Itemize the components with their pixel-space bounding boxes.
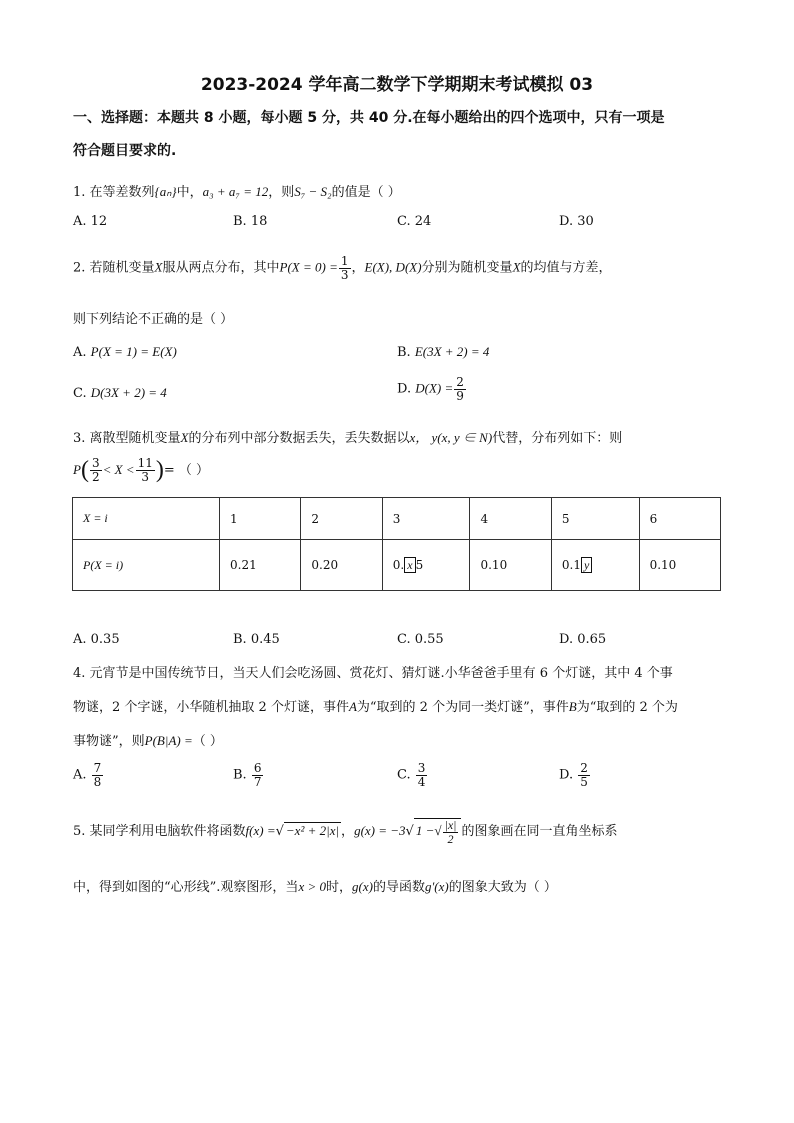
sqrt-radicand-g: 1 −√ $\frac{|x|}{2}$ <box>414 818 462 845</box>
question-3-line2: P( $\frac{3}{2}$ < X < $\frac{11}{3}$ )= （ ） <box>73 456 210 484</box>
table-cell-missing-y: 0.1 y <box>551 540 639 591</box>
q2-option-a[interactable]: A. P(X = 1) = E(X) <box>73 344 177 360</box>
table-header-cell: X = i <box>73 498 220 540</box>
question-5-line2: 中，得到如图的“心形线”.观察图形，当x > 0时，g(x)的导函数g′(x)的图象大致为（ ） <box>73 879 557 895</box>
q3-option-a[interactable]: A. 0.35 <box>73 632 120 647</box>
distribution-table <box>72 497 721 591</box>
question-4-line3: 事物谜”，则P(B|A) =（ ） <box>73 733 223 749</box>
q3-option-d[interactable]: D. 0.65 <box>559 632 607 647</box>
question-2-line2: 则下列结论不正确的是（ ） <box>73 312 234 327</box>
q4-option-d[interactable]: D. $\frac{2}{5}$ <box>559 761 588 789</box>
q2-option-d[interactable]: D. D(X) = $\frac{2}{9}$ <box>397 375 464 403</box>
table-row <box>73 540 721 591</box>
q1-option-c[interactable]: C. 24 <box>397 214 432 229</box>
q4-option-b[interactable]: B. $\frac{6}{7}$ <box>233 761 262 789</box>
q1-condition: a₃ + a₇ = 12 <box>202 184 269 199</box>
table-cell: 1 <box>220 498 301 540</box>
q4-option-a[interactable]: A. $\frac{7}{8}$ <box>73 761 102 789</box>
q3-option-c[interactable]: C. 0.55 <box>397 632 444 647</box>
table-header-cell: P(X = i) <box>73 540 220 591</box>
q2-option-c[interactable]: C. D(3X + 2) = 4 <box>73 385 167 401</box>
section-header-line1: 一、选择题：本题共 8 小题，每小题 5 分，共 40 分.在每小题给出的四个选项中，只有一项是 <box>73 110 665 126</box>
q4-option-c[interactable]: C. $\frac{3}{4}$ <box>397 761 426 789</box>
table-row <box>73 498 721 540</box>
table-cell-missing-x: 0. x 5 <box>382 540 470 591</box>
q3-option-b[interactable]: B. 0.45 <box>233 632 280 647</box>
question-3-line1: 3. 离散型随机变量X的分布列中部分数据丢失，丢失数据以x， y(x, y ∈ N)代替，分布列如下：则 <box>73 430 623 446</box>
missing-value-box: y <box>581 557 592 573</box>
q1-option-d[interactable]: D. 30 <box>559 214 594 229</box>
table-cell: 0.10 <box>639 540 720 591</box>
sqrt-radicand-f: −x² + 2|x| <box>285 823 340 839</box>
table-cell: 0.20 <box>301 540 382 591</box>
table-cell: 2 <box>301 498 382 540</box>
q1-option-b[interactable]: B. 18 <box>233 214 268 229</box>
table-cell: 0.21 <box>220 540 301 591</box>
table-cell: 0.10 <box>470 540 551 591</box>
table-cell: 4 <box>470 498 551 540</box>
section-header-line2: 符合题目要求的. <box>73 143 177 159</box>
question-4-line1: 4. 元宵节是中国传统节日，当天人们会吃汤圆、赏花灯、猜灯谜.小华爸爸手里有 6 个灯谜，其中 4 个事 <box>73 666 673 681</box>
table-cell: 5 <box>551 498 639 540</box>
question-5-line1: 5. 某同学利用电脑软件将函数f(x) =√ −x² + 2|x| ，g(x) = −3√ 1 −√ $\frac{|x|}{2}$ 的图象画在同一直角坐标系 <box>73 818 618 846</box>
table-cell: 6 <box>639 498 720 540</box>
missing-value-box: x <box>404 557 415 573</box>
question-4-line2: 物谜，2 个字谜，小华随机抽取 2 个灯谜，事件A为“取到的 2 个为同一类灯谜”，事件B为“取到的 2 个为 <box>73 699 678 715</box>
q1-expression: S₇ − S₂ <box>294 184 332 199</box>
sequence-notation: {aₙ} <box>154 184 177 199</box>
question-1: 1. 在等差数列{aₙ}中，a₃ + a₇ = 12，则S₇ − S₂的值是（ ） <box>73 184 401 200</box>
fraction-one-third: $\frac{1}{3}$ <box>340 254 349 282</box>
question-2-line1: 2. 若随机变量X服从两点分布，其中P(X = 0) = $\frac{1}{3}$ ，E(X), D(X)分别为随机变量X的均值与方差， <box>73 254 612 282</box>
table-cell: 3 <box>382 498 470 540</box>
q1-option-a[interactable]: A. 12 <box>73 214 108 229</box>
page-title: 2023-2024 学年高二数学下学期期末考试模拟 03 <box>200 75 594 95</box>
q2-option-b[interactable]: B. E(3X + 2) = 4 <box>397 344 490 360</box>
